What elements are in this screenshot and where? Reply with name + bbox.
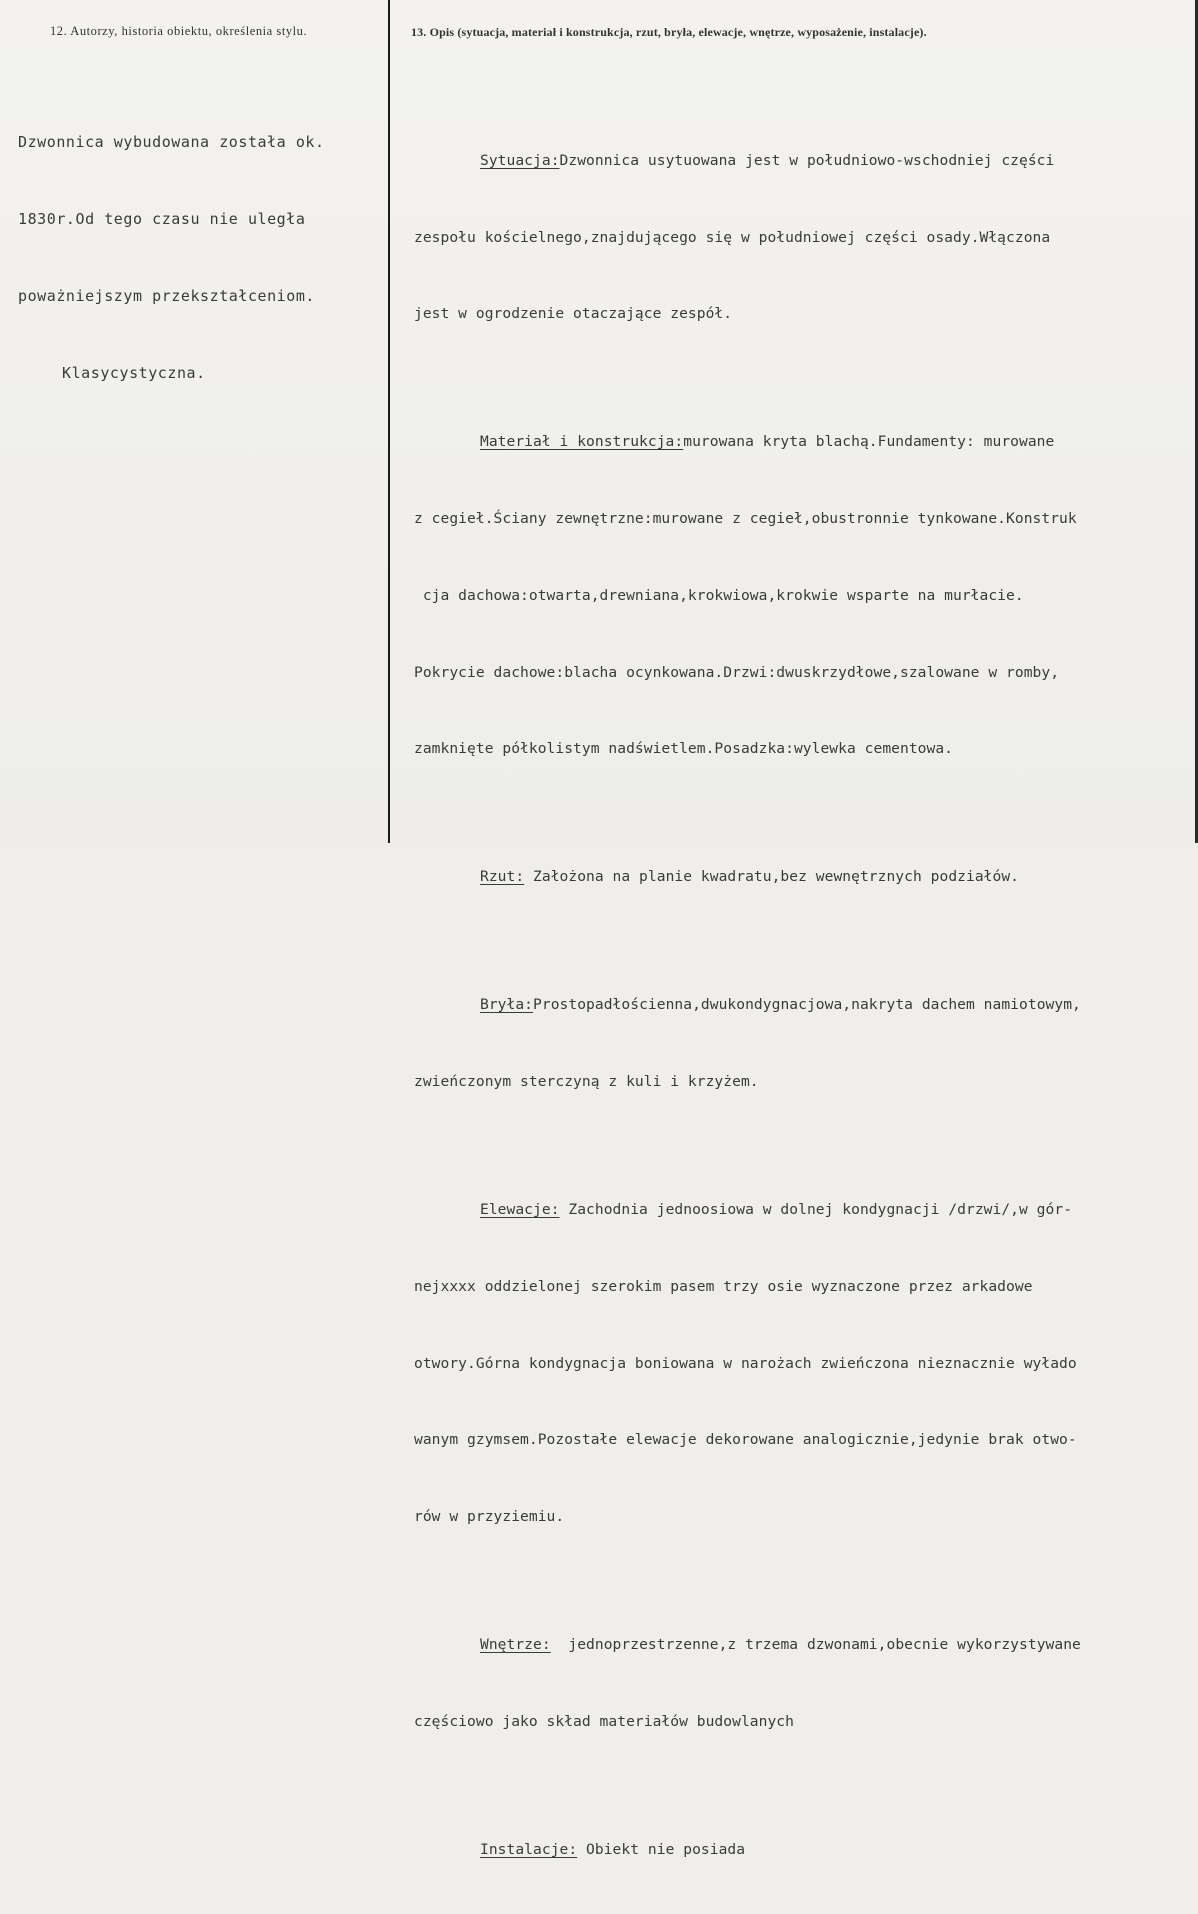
section-label-material: Materiał i konstrukcja:: [480, 433, 684, 451]
description-line: zespołu kościelnego,znajdującego się w południowej części osady.Włączona: [414, 228, 1051, 246]
description-line: częściowo jako skład materiałów budowlanych: [414, 1713, 794, 1730]
description-line: zamknięte półkolistym nadświetlem.Posadzka:wylewka cementowa.: [414, 740, 954, 758]
description-line: otwory.Górna kondygnacja boniowana w narożach zwieńczona nieznacznie wyłado: [414, 1354, 1077, 1372]
description-line: Materiał i konstrukcja:murowana kryta blachą.Fundamenty: murowane: [480, 433, 1055, 451]
left-column-heading: 12. Autorzy, historia obiektu, określenia stylu.: [50, 24, 308, 38]
right-column-heading: 13. Opis (sytuacja, materiał i konstrukcja, rzut, bryła, elewacje, wnętrze, wyposażenie, instalacje).: [411, 25, 927, 39]
left-line: [18, 361, 325, 387]
description-line: z cegieł.Ściany zewnętrzne:murowane z cegieł,obustronnie tynkowane.Konstruk: [414, 510, 1077, 528]
column-divider: [388, 0, 390, 843]
description-line: zwieńczonym sterczyną z kuli i krzyżem.: [414, 1073, 759, 1091]
description-line: Pokrycie dachowe:blacha ocynkowana.Drzwi:dwuskrzydłowe,szalowane w romby,: [414, 663, 1060, 681]
section-label-sytuacja: Sytuacja:: [480, 151, 560, 169]
description-line: cja dachowa:otwarta,drewniana,krokwiowa,krokwie wsparte na murłacie.: [414, 586, 1024, 604]
right-column-text: [414, 71, 1081, 1914]
description-line: rów w przyziemiu.: [414, 1508, 565, 1526]
description-line: Sytuacja:Dzwonnica usytuowana jest w południowo-wschodniej części: [480, 151, 1055, 169]
section-label-wnetrze: Wnętrze:: [480, 1636, 551, 1654]
description-line: Elewacje: Zachodnia jednoosiowa w dolnej kondygnacji /drzwi/,w gór-: [480, 1201, 1073, 1219]
style-label: Klasycystyczna.: [62, 363, 206, 382]
section-label-bryla: Bryła:: [480, 996, 534, 1014]
left-column-text: [18, 79, 325, 437]
description-line: jest w ogrodzenie otaczające zespół.: [414, 305, 733, 323]
description-line: Bryła:Prostopadłościenna,dwukondygnacjowa,nakryta dachem namiotowym,: [480, 996, 1081, 1014]
description-line: Wnętrze: jednoprzestrzenne,z trzema dzwonami,obecnie wykorzystywane: [480, 1636, 1081, 1654]
left-line: Dzwonnica wybudowana została ok.: [18, 133, 325, 152]
left-line: poważniejszym przekształceniom.: [18, 286, 316, 305]
section-label-elewacje: Elewacje:: [480, 1201, 560, 1219]
description-line: wanym gzymsem.Pozostałe elewacje dekorowane analogicznie,jedynie brak otwo-: [414, 1431, 1077, 1449]
description-line: Rzut: Założona na planie kwadratu,bez wewnętrznych podziałów.: [480, 868, 1020, 886]
left-line: 1830r.Od tego czasu nie uległa: [18, 209, 306, 228]
description-line: Instalacje: Obiekt nie posiada: [480, 1840, 746, 1858]
section-label-rzut: Rzut:: [480, 868, 525, 886]
description-line: nejxxxx oddzielonej szerokim pasem trzy osie wyznaczone przez arkadowe: [414, 1277, 1033, 1295]
section-label-instalacje: Instalacje:: [480, 1840, 578, 1858]
